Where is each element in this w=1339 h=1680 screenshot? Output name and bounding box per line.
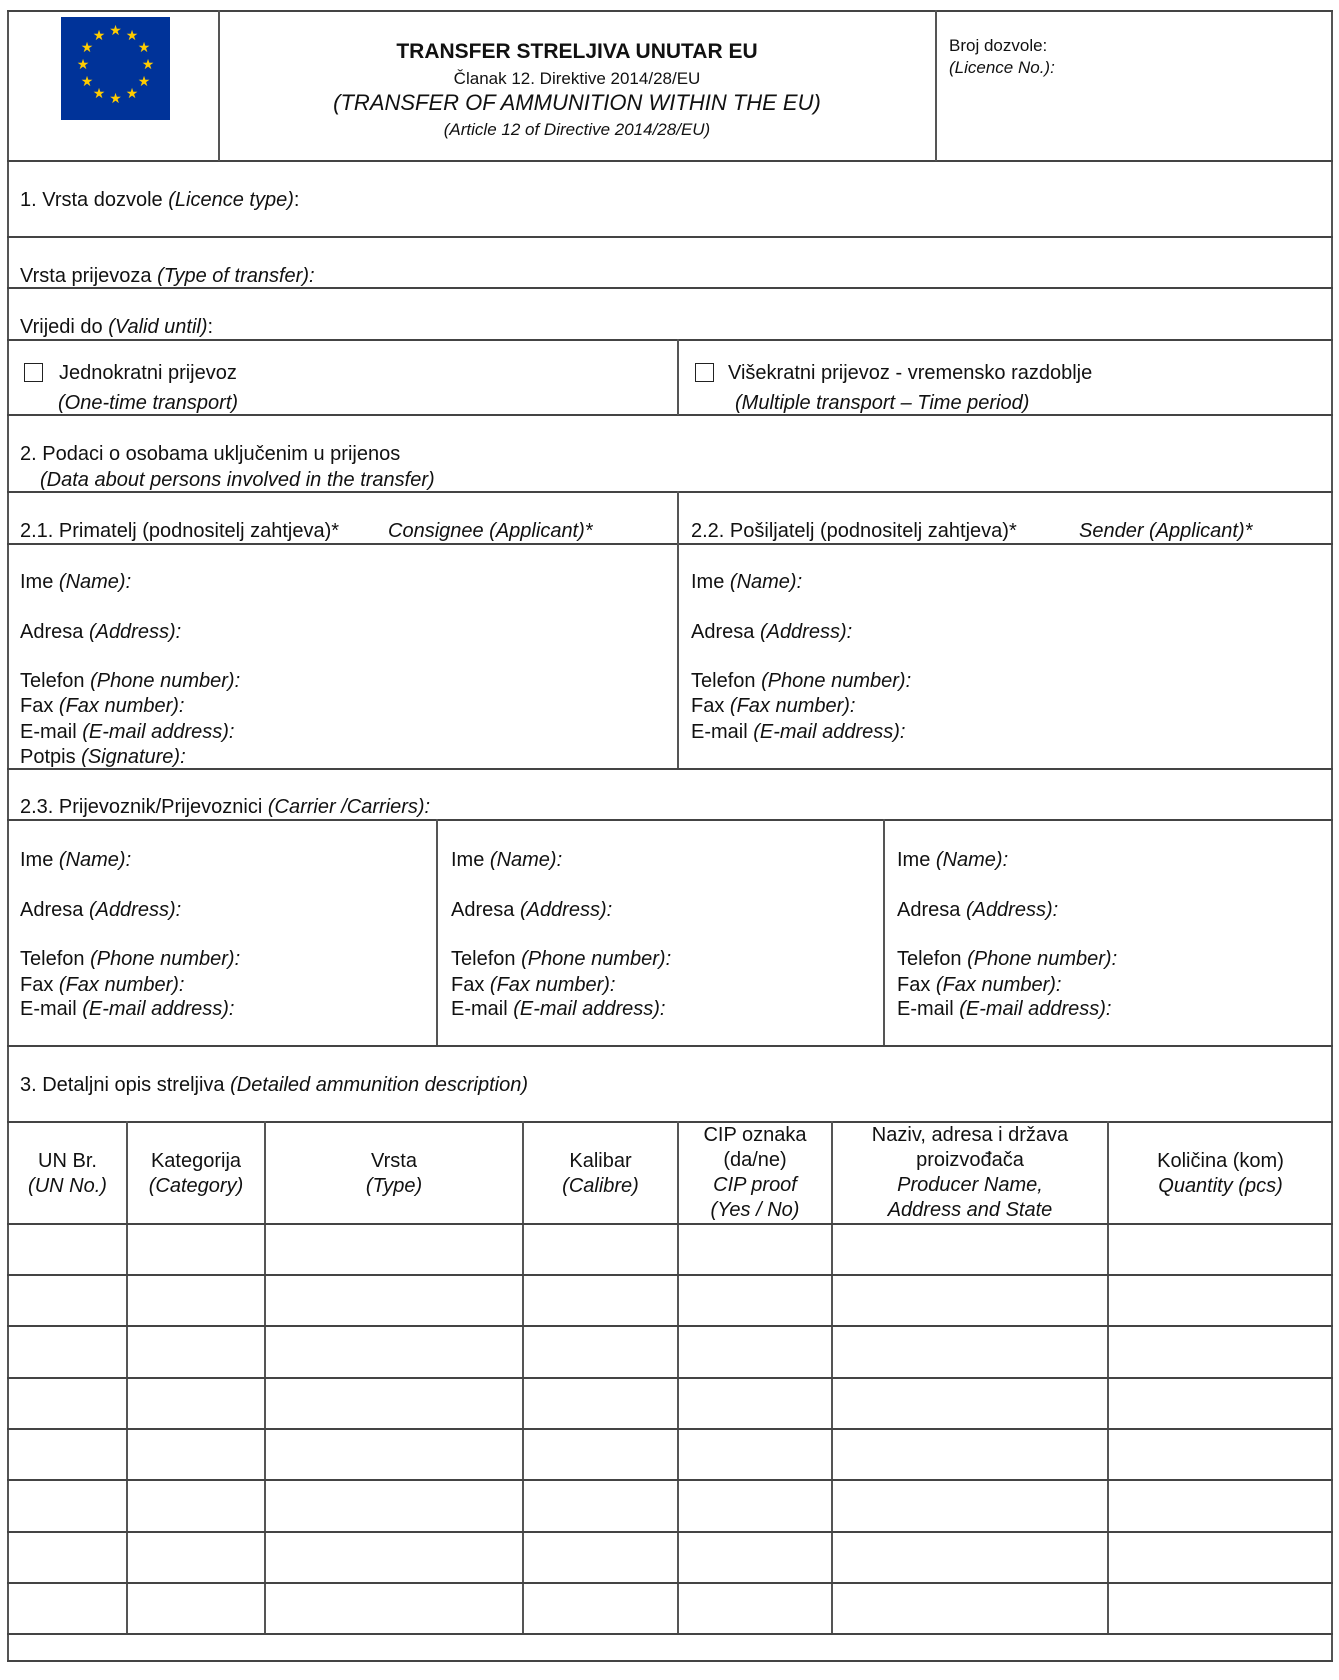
svg-text:★: ★ [80, 74, 94, 90]
table-cell[interactable] [524, 1379, 677, 1428]
svg-text:★: ★ [141, 57, 155, 73]
column-header-line: CIP proof [713, 1174, 797, 1196]
table-cell[interactable] [9, 1430, 126, 1479]
column-header-line: (Type) [365, 1175, 423, 1197]
sender-name-field[interactable] [691, 570, 802, 594]
consignee-email-field[interactable] [20, 720, 235, 744]
table-cell[interactable] [524, 1533, 677, 1582]
table-cell[interactable] [833, 1379, 1107, 1428]
label-hr: Ime [897, 849, 936, 871]
label-hr: 3. Detaljni opis streljiva [20, 1074, 231, 1096]
svg-text:★: ★ [76, 57, 90, 73]
label-hr: Fax [451, 974, 490, 996]
label-en: (Name): [58, 571, 132, 593]
eu-flag-logo [61, 17, 170, 120]
table-cell[interactable] [679, 1327, 831, 1377]
carrier-2-email-field[interactable] [451, 997, 666, 1021]
carrier-1-address-field[interactable] [20, 898, 181, 922]
column-header-line: Address and State [887, 1199, 1053, 1221]
label-en: (Detailed ammunition description) [230, 1074, 529, 1096]
sender-heading: 2.2. Pošiljatelj (podnositelj zahtjeva)* [691, 520, 1017, 542]
table-cell[interactable] [266, 1327, 522, 1377]
label-en: (Valid until) [108, 316, 208, 338]
carrier-3-name-field[interactable] [897, 848, 1008, 872]
column-header-line: (Category) [148, 1175, 244, 1197]
table-cell[interactable] [128, 1584, 264, 1633]
label-hr: Adresa [451, 899, 520, 921]
label-hr: Adresa [20, 899, 89, 921]
form-subtitle: Članak 12. Direktive 2014/28/EU [453, 69, 701, 88]
column-header-line: (UN No.) [28, 1175, 107, 1197]
label-hr: E-mail [897, 998, 960, 1020]
label-hr: E-mail [451, 998, 514, 1020]
consignee-heading: 2.1. Primatelj (podnositelj zahtjeva)* [20, 520, 340, 542]
label-hr: Telefon [691, 670, 762, 692]
column-header-line: Kategorija [150, 1150, 242, 1172]
table-cell[interactable] [524, 1225, 677, 1274]
carrier-2-address-field[interactable] [451, 898, 612, 922]
svg-text:★: ★ [92, 28, 106, 44]
transfer-type-label [20, 264, 315, 288]
label-en: (Name): [935, 849, 1009, 871]
label-hr: 1. Vrsta dozvole [20, 189, 169, 211]
label-en: (E-mail address): [513, 998, 666, 1020]
sender-address-field[interactable] [691, 620, 852, 644]
label-en: (Phone number): [761, 670, 912, 692]
carrier-2-name-field[interactable] [451, 848, 562, 872]
colon: : [207, 316, 214, 338]
label-hr: Telefon [451, 948, 522, 970]
table-cell[interactable] [128, 1327, 264, 1377]
column-header [703, 1123, 806, 1223]
label-hr: Vrsta prijevoza [20, 265, 158, 287]
table-cell[interactable] [266, 1533, 522, 1582]
label-en: (Address): [88, 621, 182, 643]
table-cell[interactable] [679, 1379, 831, 1428]
column-header [149, 1149, 243, 1199]
eu-stars-icon [61, 17, 170, 120]
carrier-3-fax-field[interactable] [897, 973, 1062, 997]
consignee-phone-field[interactable] [20, 669, 240, 693]
sender-heading-en: Sender (Applicant)* [1079, 520, 1253, 542]
label-hr: Telefon [20, 670, 91, 692]
carrier-3-address-field[interactable] [897, 898, 1058, 922]
sender-phone-field[interactable] [691, 669, 911, 693]
column-header [1157, 1149, 1284, 1199]
table-cell[interactable] [9, 1327, 126, 1377]
table-cell[interactable] [679, 1533, 831, 1582]
table-cell[interactable] [9, 1379, 126, 1428]
label-en: (Phone number): [90, 670, 241, 692]
label-hr: Ime [20, 571, 59, 593]
label-en: (Signature): [81, 746, 186, 768]
label-en: (Phone number): [521, 948, 672, 970]
section3-title [20, 1073, 528, 1097]
table-cell[interactable] [266, 1481, 522, 1531]
consignee-signature-field[interactable] [20, 745, 186, 769]
sender-email-field[interactable] [691, 720, 906, 744]
table-cell[interactable] [9, 1225, 126, 1274]
label-hr: Adresa [20, 621, 89, 643]
table-cell[interactable] [266, 1225, 522, 1274]
table-cell[interactable] [128, 1533, 264, 1582]
licence-no-label: Broj dozvole: [949, 36, 1048, 55]
table-cell[interactable] [128, 1225, 264, 1274]
table-cell[interactable] [524, 1276, 677, 1325]
carrier-1-email-field[interactable] [20, 997, 235, 1021]
carrier-1-fax-field[interactable] [20, 973, 185, 997]
label-en: (Fax number): [729, 695, 856, 717]
table-cell[interactable] [833, 1276, 1107, 1325]
table-cell[interactable] [1109, 1481, 1332, 1531]
section2-title-en: (Data about persons involved in the transfer) [40, 469, 435, 491]
table-cell[interactable] [266, 1430, 522, 1479]
label-en: (Carrier /Carriers): [267, 796, 431, 818]
label-en: (Phone number): [90, 948, 241, 970]
column-header [28, 1149, 107, 1199]
table-cell[interactable] [1109, 1584, 1332, 1633]
table-cell[interactable] [1109, 1430, 1332, 1479]
one-time-checkbox[interactable] [24, 363, 43, 382]
multiple-checkbox[interactable] [695, 363, 714, 382]
carrier-1-name-field[interactable] [20, 848, 131, 872]
column-header-line: (da/ne) [723, 1149, 787, 1171]
label-hr: Adresa [691, 621, 760, 643]
svg-text:★: ★ [125, 28, 139, 44]
licence-no-label-en: (Licence No.): [949, 58, 1055, 77]
table-cell[interactable] [524, 1584, 677, 1633]
label-en: (Name): [729, 571, 803, 593]
section2-title: 2. Podaci o osobama uključenim u prijenos [20, 443, 401, 465]
table-cell[interactable] [1109, 1379, 1332, 1428]
label-hr: Ime [451, 849, 490, 871]
label-en: (Fax number): [58, 695, 185, 717]
form-subtitle-en: (Article 12 of Directive 2014/28/EU) [443, 120, 711, 139]
label-en: (Fax number): [58, 974, 185, 996]
form-title-en: (TRANSFER OF AMMUNITION WITHIN THE EU) [333, 90, 821, 115]
row-divider [7, 1633, 1333, 1635]
valid-until-label [20, 315, 213, 339]
label-en: (Phone number): [967, 948, 1118, 970]
label-hr: Fax [897, 974, 936, 996]
table-cell[interactable] [679, 1225, 831, 1274]
table-cell[interactable] [9, 1276, 126, 1325]
label-hr: E-mail [20, 998, 83, 1020]
label-hr: Fax [20, 695, 59, 717]
table-cell[interactable] [128, 1430, 264, 1479]
table-cell[interactable] [679, 1276, 831, 1325]
label-en: (Fax number): [489, 974, 616, 996]
carrier-2-fax-field[interactable] [451, 973, 616, 997]
label-hr: Ime [20, 849, 59, 871]
svg-text:★: ★ [92, 86, 106, 102]
consignee-heading-en: Consignee (Applicant)* [388, 520, 593, 542]
column-header-line: Naziv, adresa i država [871, 1124, 1069, 1146]
label-en: (Licence type) [168, 189, 294, 211]
table-cell[interactable] [833, 1584, 1107, 1633]
column-header-line: UN Br. [38, 1150, 97, 1172]
carriers-heading [20, 795, 430, 819]
label-hr: Potpis [20, 746, 82, 768]
svg-text:★: ★ [109, 23, 122, 39]
label-en: (Name): [58, 849, 132, 871]
table-cell[interactable] [9, 1533, 126, 1582]
consignee-fax-field[interactable] [20, 694, 185, 718]
svg-text:★: ★ [125, 86, 139, 102]
table-cell[interactable] [9, 1481, 126, 1531]
table-cell[interactable] [266, 1276, 522, 1325]
label-hr: Telefon [897, 948, 968, 970]
label-en: (Fax number): [935, 974, 1062, 996]
table-cell[interactable] [833, 1533, 1107, 1582]
column-header [562, 1149, 639, 1199]
label-en: (Address): [759, 621, 853, 643]
label-hr: 2.3. Prijevoznik/Prijevoznici [20, 796, 268, 818]
label-en: (E-mail address): [959, 998, 1112, 1020]
carrier-3-email-field[interactable] [897, 997, 1112, 1021]
label-hr: Fax [691, 695, 730, 717]
column-header-line: Producer Name, [897, 1174, 1043, 1196]
label-en: (Type of transfer): [157, 265, 315, 287]
column-header-line: Količina (kom) [1157, 1150, 1284, 1172]
form-title: TRANSFER STRELJIVA UNUTAR EU [396, 40, 758, 63]
label-en: (E-mail address): [82, 998, 235, 1020]
column-header-line: proizvođača [916, 1149, 1024, 1171]
carrier-1-phone-field[interactable] [20, 947, 240, 971]
carrier-2-phone-field[interactable] [451, 947, 671, 971]
column-header-line: CIP oznaka [703, 1124, 807, 1146]
label-hr: Vrijedi do [20, 316, 109, 338]
table-cell[interactable] [128, 1379, 264, 1428]
table-cell[interactable] [833, 1481, 1107, 1531]
label-en: (E-mail address): [82, 721, 235, 743]
label-hr: Adresa [897, 899, 966, 921]
table-cell[interactable] [679, 1584, 831, 1633]
table-cell[interactable] [266, 1379, 522, 1428]
table-cell[interactable] [1109, 1276, 1332, 1325]
svg-text:★: ★ [109, 91, 122, 107]
label-en: (Name): [489, 849, 563, 871]
table-cell[interactable] [266, 1584, 522, 1633]
label-en: (Address): [88, 899, 182, 921]
one-time-label: Jednokratni prijevoz [59, 362, 237, 384]
table-cell[interactable] [1109, 1327, 1332, 1377]
column-header-line: Vrsta [371, 1150, 417, 1172]
carrier-3-phone-field[interactable] [897, 947, 1117, 971]
table-cell[interactable] [679, 1430, 831, 1479]
consignee-address-field[interactable] [20, 620, 181, 644]
table-cell[interactable] [128, 1481, 264, 1531]
column-header-line: Quantity (pcs) [1158, 1175, 1283, 1197]
svg-text:★: ★ [137, 74, 151, 90]
table-cell[interactable] [1109, 1225, 1332, 1274]
table-cell[interactable] [1109, 1533, 1332, 1582]
table-cell[interactable] [9, 1584, 126, 1633]
one-time-label-en: (One-time transport) [58, 392, 239, 414]
table-cell[interactable] [524, 1481, 677, 1531]
colon: : [293, 189, 300, 211]
label-en: (E-mail address): [753, 721, 906, 743]
label-hr: Ime [691, 571, 730, 593]
table-cell[interactable] [524, 1430, 677, 1479]
column-header [366, 1149, 422, 1199]
table-cell[interactable] [524, 1327, 677, 1377]
label-hr: Fax [20, 974, 59, 996]
multiple-label: Višekratni prijevoz - vremensko razdoblje [728, 362, 1093, 384]
svg-text:★: ★ [80, 40, 94, 56]
table-cell[interactable] [128, 1276, 264, 1325]
label-hr: Telefon [20, 948, 91, 970]
table-cell[interactable] [833, 1430, 1107, 1479]
licence-type-label [20, 188, 299, 212]
table-cell[interactable] [833, 1327, 1107, 1377]
column-header [872, 1123, 1068, 1223]
multiple-label-en: (Multiple transport – Time period) [735, 392, 1030, 414]
table-cell[interactable] [679, 1481, 831, 1531]
consignee-name-field[interactable] [20, 570, 131, 594]
column-header-line: Kalibar [569, 1150, 632, 1172]
column-header-line: (Yes / No) [710, 1199, 800, 1221]
label-hr: E-mail [20, 721, 83, 743]
table-cell[interactable] [833, 1225, 1107, 1274]
label-en: (Address): [519, 899, 613, 921]
label-en: (Address): [965, 899, 1059, 921]
column-header-line: (Calibre) [562, 1175, 639, 1197]
label-hr: E-mail [691, 721, 754, 743]
svg-text:★: ★ [137, 40, 151, 56]
sender-fax-field[interactable] [691, 694, 856, 718]
